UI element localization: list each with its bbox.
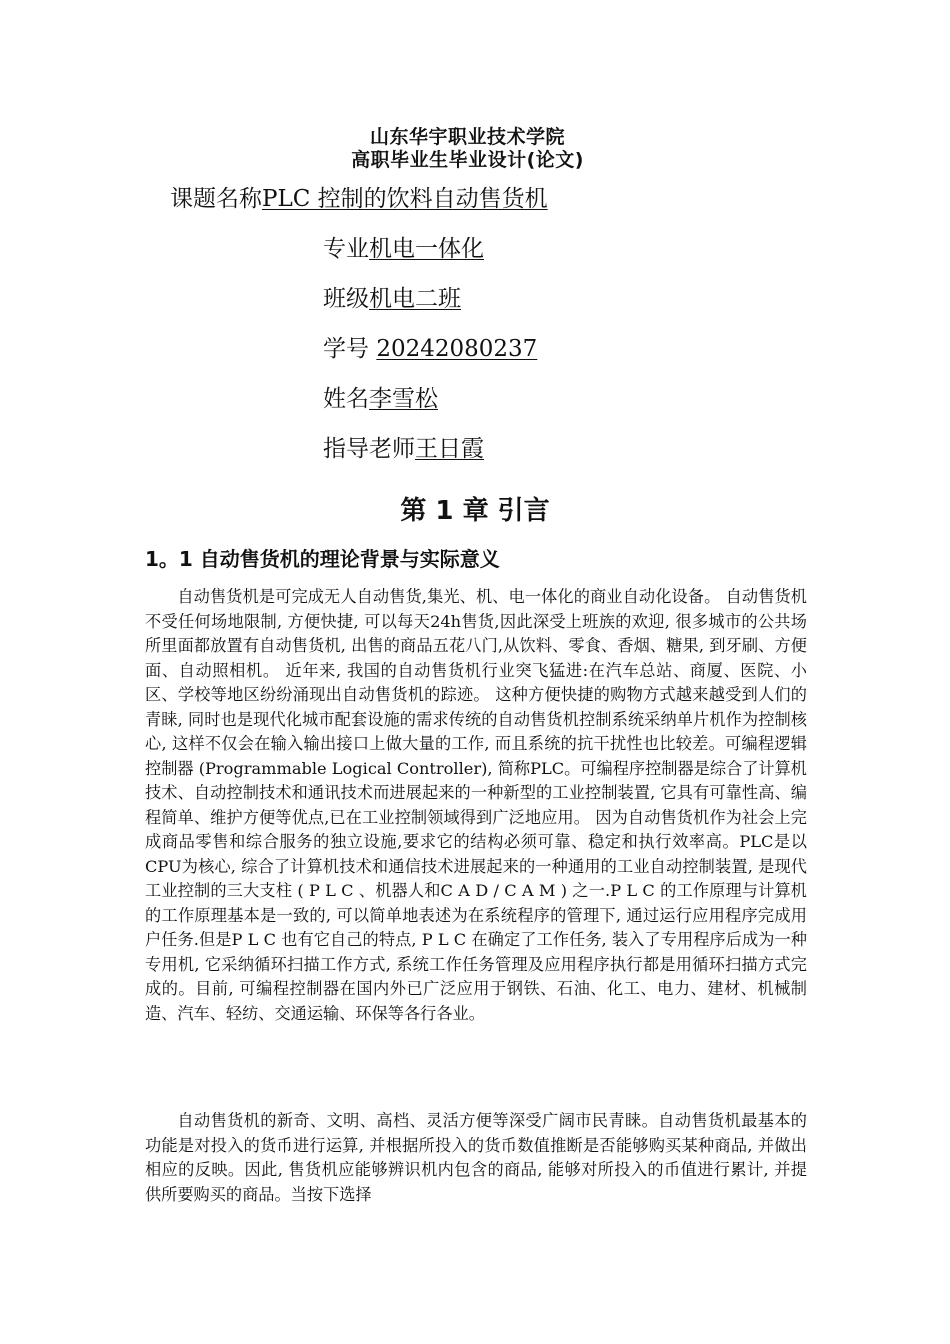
chapter-title: 第 1 章 引言 xyxy=(400,496,550,526)
tutor-value: 王日霞 xyxy=(415,436,484,462)
student-id-field xyxy=(323,334,537,364)
student-id-label: 学号 xyxy=(323,336,377,362)
name-value: 李雪松 xyxy=(369,386,438,412)
name-label: 姓名 xyxy=(323,386,369,412)
student-id-value: 20242080237 xyxy=(376,336,538,362)
tutor-label: 指导老师 xyxy=(323,436,415,462)
topic-label: 课题名称 xyxy=(170,186,262,212)
topic-field xyxy=(170,184,548,214)
class-label: 班级 xyxy=(323,286,369,312)
major-value: 机电一体化 xyxy=(369,236,484,262)
name-field xyxy=(323,384,438,414)
class-field xyxy=(323,284,461,314)
major-label: 专业 xyxy=(323,236,369,262)
topic-value: PLC 控制的饮料自动售货机 xyxy=(262,186,548,212)
body-paragraph-2: 自动售货机的新奇、文明、高档、灵活方便等深受广阔市民青睐。自动售货机最基本的功能是对投入的货币进行运算, 并根据所投入的货币数值推断是否能够购买某种商品, 并做出相应的反映。因此, 售货机应能够辨识机内包含的商品, 能够对所投入的币值进行累计, 并提供所要购买的商品。当按下选择 xyxy=(145,1111,807,1204)
school-name: 山东华宇职业技术学院 xyxy=(369,126,565,148)
class-value: 机电二班 xyxy=(369,286,461,312)
major-field xyxy=(323,234,484,264)
section-title: 1。1 自动售货机的理论背景与实际意义 xyxy=(145,547,500,571)
document-type: 高职毕业生毕业设计(论文) xyxy=(351,149,584,171)
body-paragraph-1: 自动售货机是可完成无人自动售货,集光、机、电一体化的商业自动化设备。 自动售货机不受任何场地限制, 方便快捷, 可以每天24h售货,因此深受上班族的欢迎, 很多城市的公共场所里面都放置有自动售货机, 出售的商品五花八门,从饮料、零食、香烟、糖果, 到牙刷、方便面、自动照相机。 近年来, 我国的自动售货机行业突飞猛进:在汽车总站、商厦、医院、小区、学校等地区纷纷涌现出自动售货机的踪迹。 这种方便快捷的购物方式越来越受到人们的青睐, 同时也是现代化城市配套设施的需求传统的自动售货机控制系统采纳单片机作为控制核心, 这样不仅会在输入输出接口上做大量的工作, 而且系统的抗干扰性也比较差。可编程逻辑控制器 (Programmable Logical Controller), 简称PLC。可编程序控制器是综合了计算机技术、自动控制技术和通讯技术而进展起来的一种新型的工业控制装置, 它具有可靠性高、编程简单、维护方便等优点,已在工业控制领域得到广泛地应用。 因为自动售货机作为社会上完成商品零售和综合服务的独立设施,要求它的结构必须可靠、稳定和执行效率高。PLC是以CPU为核心, 综合了计算机技术和通信技术进展起来的一种通用的工业自动控制装置, 是现代工业控制的三大支柱 ( P L C 、机器人和C A D / C A M ) 之一.P L C 的工作原理与计算机的工作原理基本是一致的, 可以简单地表述为在系统程序的管理下, 通过运行应用程序完成用户任务.但是P L C 也有它自己的特点, P L C 在确定了工作任务, 装入了专用程序后成为一种专用机, 它采纳循环扫描工作方式, 系统工作任务管理及应用程序执行都是用循环扫描方式完成的。目前, 可编程控制器在国内外已广泛应用于钢铁、石油、化工、电力、建材、机械制造、汽车、轻纺、交通运输、环保等各行各业。 xyxy=(145,587,807,1023)
tutor-field xyxy=(323,434,484,464)
